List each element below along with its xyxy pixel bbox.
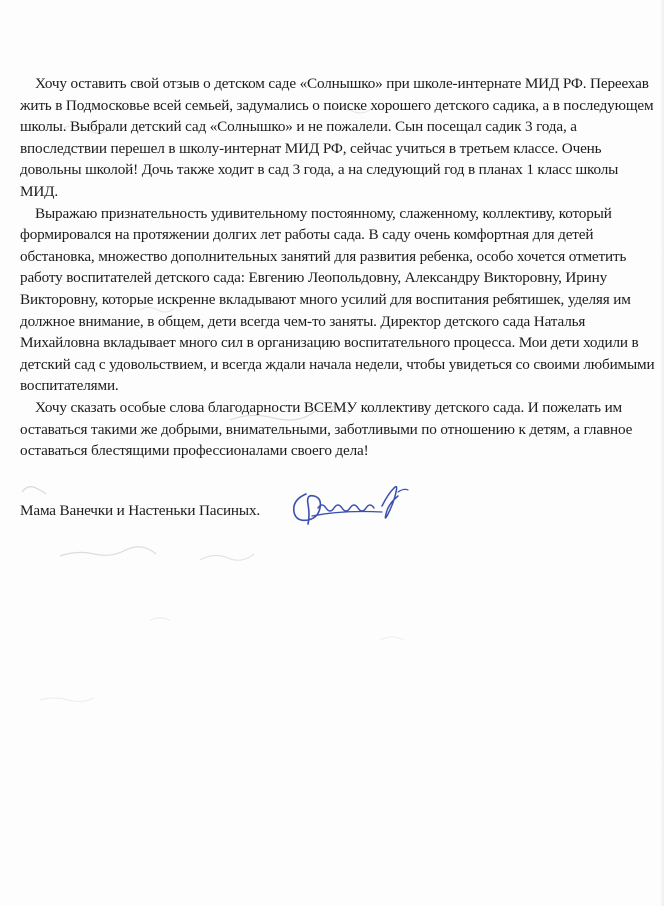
handwritten-signature <box>288 472 418 532</box>
paragraph-1: Хочу оставить свой отзыв о детском саде «Солнышко» при школе-интернате МИД РФ. Переехав жить в Подмосковье всей семьей, задумались о поиске хорошего детского садика, а в последующем школы. Выбрали детский сад «Солнышко» и не пожалели. Сын посещал садик 3 года, а впоследствии перешел в школу-интернат МИД РФ, сейчас учиться в третьем классе. Очень довольны школой! Дочь также ходит в сад 3 года, а на следующий год в планах 1 класс школы МИД. <box>20 75 654 200</box>
scan-edge-shadow <box>660 0 664 906</box>
paragraph-3: Хочу сказать особые слова благодарности ВСЕМУ коллективу детского сада. И пожелать им оставаться такими же добрыми, внимательными, заботливыми по отношению к детям, а главное оставаться блестящими профессионалами своего дела! <box>20 398 633 460</box>
signature-line: Мама Ванечки и Настеньки Пасиных. <box>20 502 261 519</box>
letter-body <box>20 73 656 462</box>
paragraph-2: Выражаю признательность удивительному постоянному, слаженному, коллективу, который формировался на протяжении долгих лет работы сада. В саду очень комфортная для детей обстановка, множество дополнительных занятий для развития ребенка, особо хочется отметить работу воспитателей детского сада: Евгению Леопольдовну, Александру Викторовну, Ирину Викторовну, которые искренне вкладывают много усилий для воспитания ребятишек, уделяя им должное внимание, в общем, дети всегда чем-то заняты. Директор детского сада Наталья Михайловна вкладывает много сил в организацию воспитательного процесса. Мои дети ходили в детский сад с удовольствием, и всегда ждали начала недели, чтобы увидеться со своими любимыми воспитателями. <box>20 204 655 395</box>
